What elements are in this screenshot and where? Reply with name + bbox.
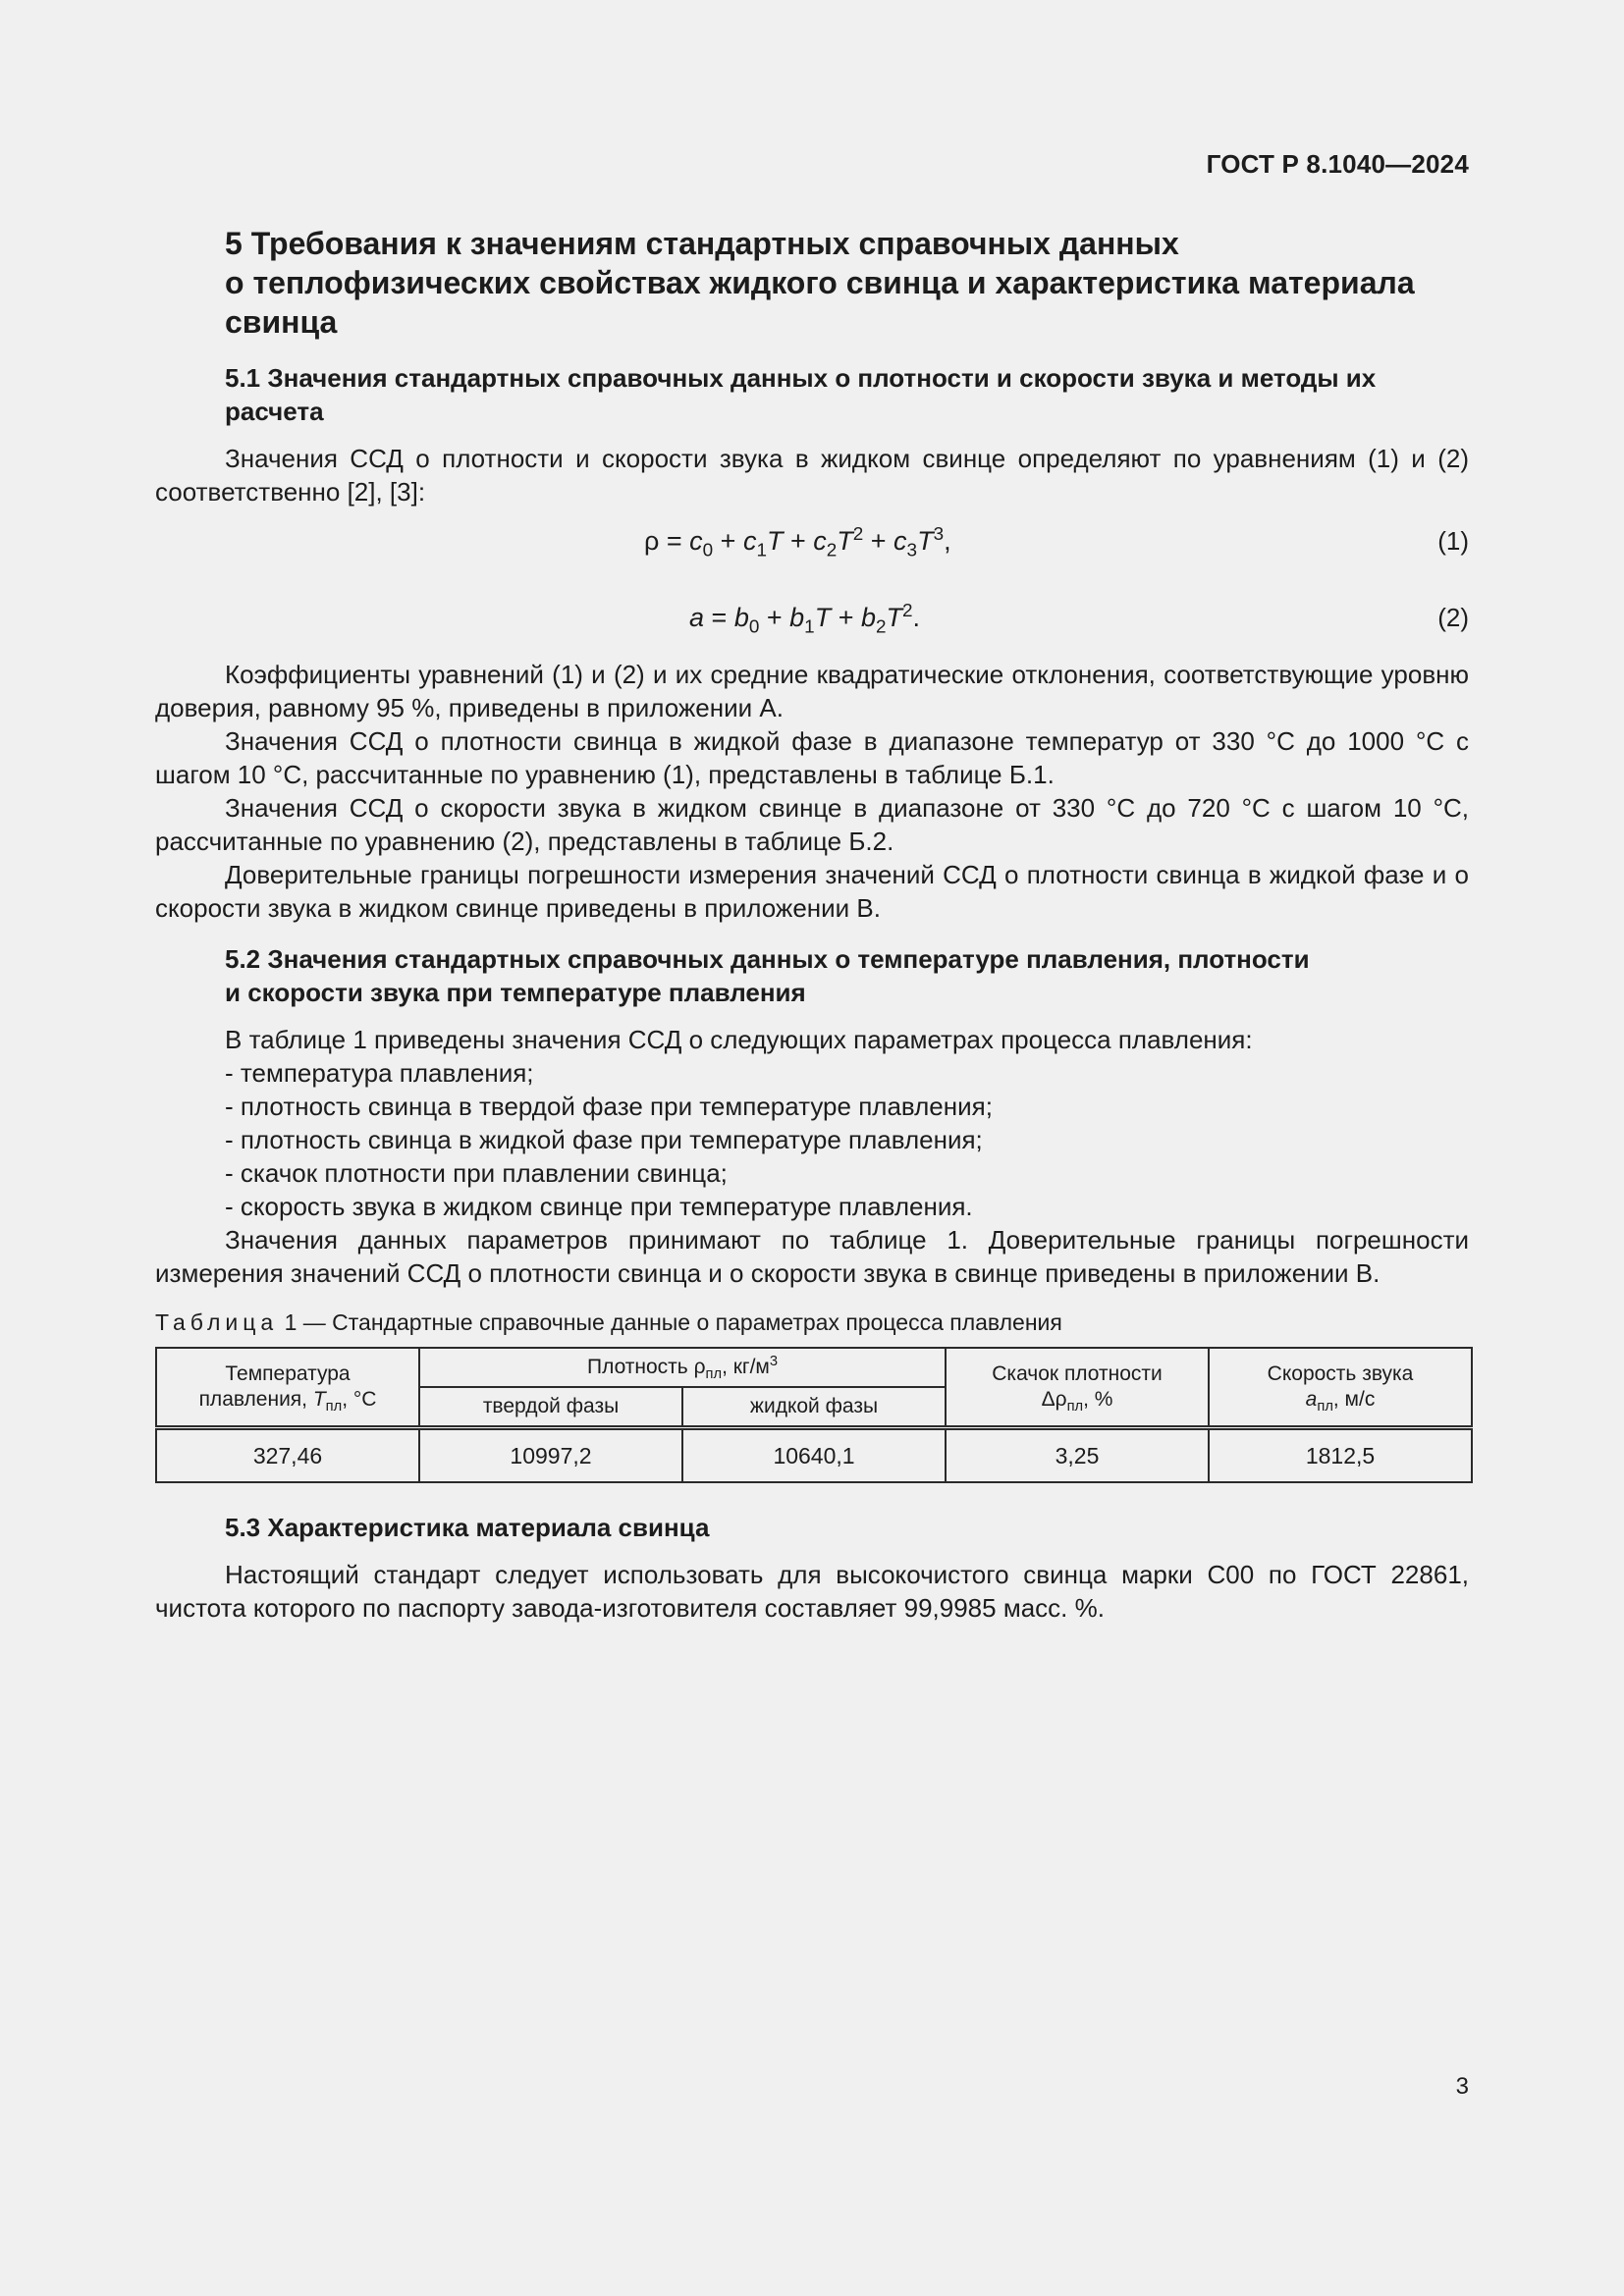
parameters-list — [155, 1056, 1469, 1223]
section-5-heading — [155, 224, 1469, 342]
table-cell-density-jump: 3,25 — [946, 1428, 1209, 1483]
section-5-1-paragraph-3: Значения ССД о скорости звука в жидком свинце в диапазоне от 330 °С до 720 °С с шагом 10 °С, рассчитанные по уравнению (2), представлены в таблице Б.2. — [155, 793, 1469, 856]
section-5-title-line3: свинца — [225, 304, 338, 340]
section-5-3-paragraph: Настоящий стандарт следует использовать для высокочистого свинца марки С00 по ГОСТ 22861, чистота которого по паспорту завода-изготовителя составляет 99,9985 масс. %. — [155, 1560, 1469, 1623]
page-content — [155, 224, 1469, 1625]
section-5-2-title-line1: 5.2 Значения стандартных справочных данных о температуре плавления, плотности — [225, 944, 1310, 974]
table-row — [156, 1428, 1472, 1483]
equation-2 — [155, 601, 1469, 640]
section-5-title-line1: 5 Требования к значениям стандартных справочных данных — [225, 226, 1179, 261]
col-header-liquid: жидкой фазы — [682, 1387, 946, 1428]
table-1 — [155, 1347, 1473, 1483]
list-item: - плотность свинца в твердой фазе при температуре плавления; — [225, 1092, 993, 1121]
section-5-2-intro: В таблице 1 приведены значения ССД о следующих параметрах процесса плавления: — [225, 1025, 1253, 1054]
col-header-density-jump: Скачок плотности $\Delta\rho_{пл}$, % — [946, 1348, 1209, 1428]
equation-2-formula: $a = b_0 + b_1T + b_2T^2$. — [689, 601, 921, 638]
section-5-title-line2: о теплофизических свойствах жидкого свинца и характеристика материала — [225, 265, 1415, 300]
section-5-1-title-line1: 5.1 Значения стандартных справочных данных о плотности и скорости звука и методы их — [225, 363, 1377, 393]
page-number: 3 — [1455, 2073, 1469, 2100]
list-item: - плотность свинца в жидкой фазе при температуре плавления; — [225, 1125, 983, 1154]
section-5-3-title: 5.3 Характеристика материала свинца — [225, 1513, 710, 1542]
table-caption-word: Таблица — [155, 1309, 279, 1335]
table-header-row — [156, 1348, 1472, 1387]
col-header-density: Плотность $\rho_{пл}$, $кг/м^3$ — [419, 1348, 946, 1387]
section-5-1-paragraph-2: Значения ССД о плотности свинца в жидкой фазе в диапазоне температур от 330 °С до 1000 °С с шагом 10 °С, рассчитанные по уравнению (1), представлены в таблице Б.1. — [155, 726, 1469, 789]
section-5-1-paragraph-1: Коэффициенты уравнений (1) и (2) и их средние квадратические отклонения, соответствующие уровню доверия, равному 95 %, приведены в приложении А. — [155, 660, 1469, 722]
list-item: - температура плавления; — [225, 1058, 534, 1088]
section-5-2-paragraph: Значения данных параметров принимают по таблице 1. Доверительные границы погрешности измерения значений ССД о плотности свинца и о скорости звука в свинце приведены в приложении В. — [155, 1225, 1469, 1288]
table-1-caption — [155, 1308, 1469, 1337]
equation-2-number: (2) — [1437, 603, 1469, 632]
col-header-sound-speed: Скорость звука $a_{пл}$, м/с — [1209, 1348, 1472, 1428]
section-5-1-title-line2: расчета — [225, 397, 324, 426]
section-5-2-heading — [155, 942, 1469, 1009]
document-code: ГОСТ Р 8.1040—2024 — [1206, 149, 1469, 179]
table-cell-sound-speed: 1812,5 — [1209, 1428, 1472, 1483]
section-5-3-heading — [155, 1511, 1469, 1544]
section-5-1-intro: Значения ССД о плотности и скорости звука в жидком свинце определяют по уравнениям (1) и (2) соответственно [2], [3]: — [155, 444, 1469, 507]
section-5-1-heading — [155, 361, 1469, 428]
equation-1-formula: $\rho = c_0 + c_1T + c_2T^2 + c_3T^3$, — [644, 524, 951, 561]
equation-1-number: (1) — [1437, 526, 1469, 556]
section-5-1-paragraph-4: Доверительные границы погрешности измерения значений ССД о плотности свинца в жидкой фазе и о скорости звука в жидком свинце приведены в приложении В. — [155, 860, 1469, 923]
col-header-solid: твердой фазы — [419, 1387, 682, 1428]
list-item: - скорость звука в жидком свинце при температуре плавления. — [225, 1192, 973, 1221]
col-header-temperature: Температура плавления, $T_{пл}$, °С — [156, 1348, 419, 1428]
table-cell-temperature: 327,46 — [156, 1428, 419, 1483]
equation-1 — [155, 524, 1469, 563]
table-caption-text: 1 — Стандартные справочные данные о параметрах процесса плавления — [284, 1309, 1062, 1335]
list-item: - скачок плотности при плавлении свинца; — [225, 1158, 728, 1188]
table-cell-density-solid: 10997,2 — [419, 1428, 682, 1483]
table-cell-density-liquid: 10640,1 — [682, 1428, 946, 1483]
section-5-2-title-line2: и скорости звука при температуре плавления — [225, 978, 806, 1007]
